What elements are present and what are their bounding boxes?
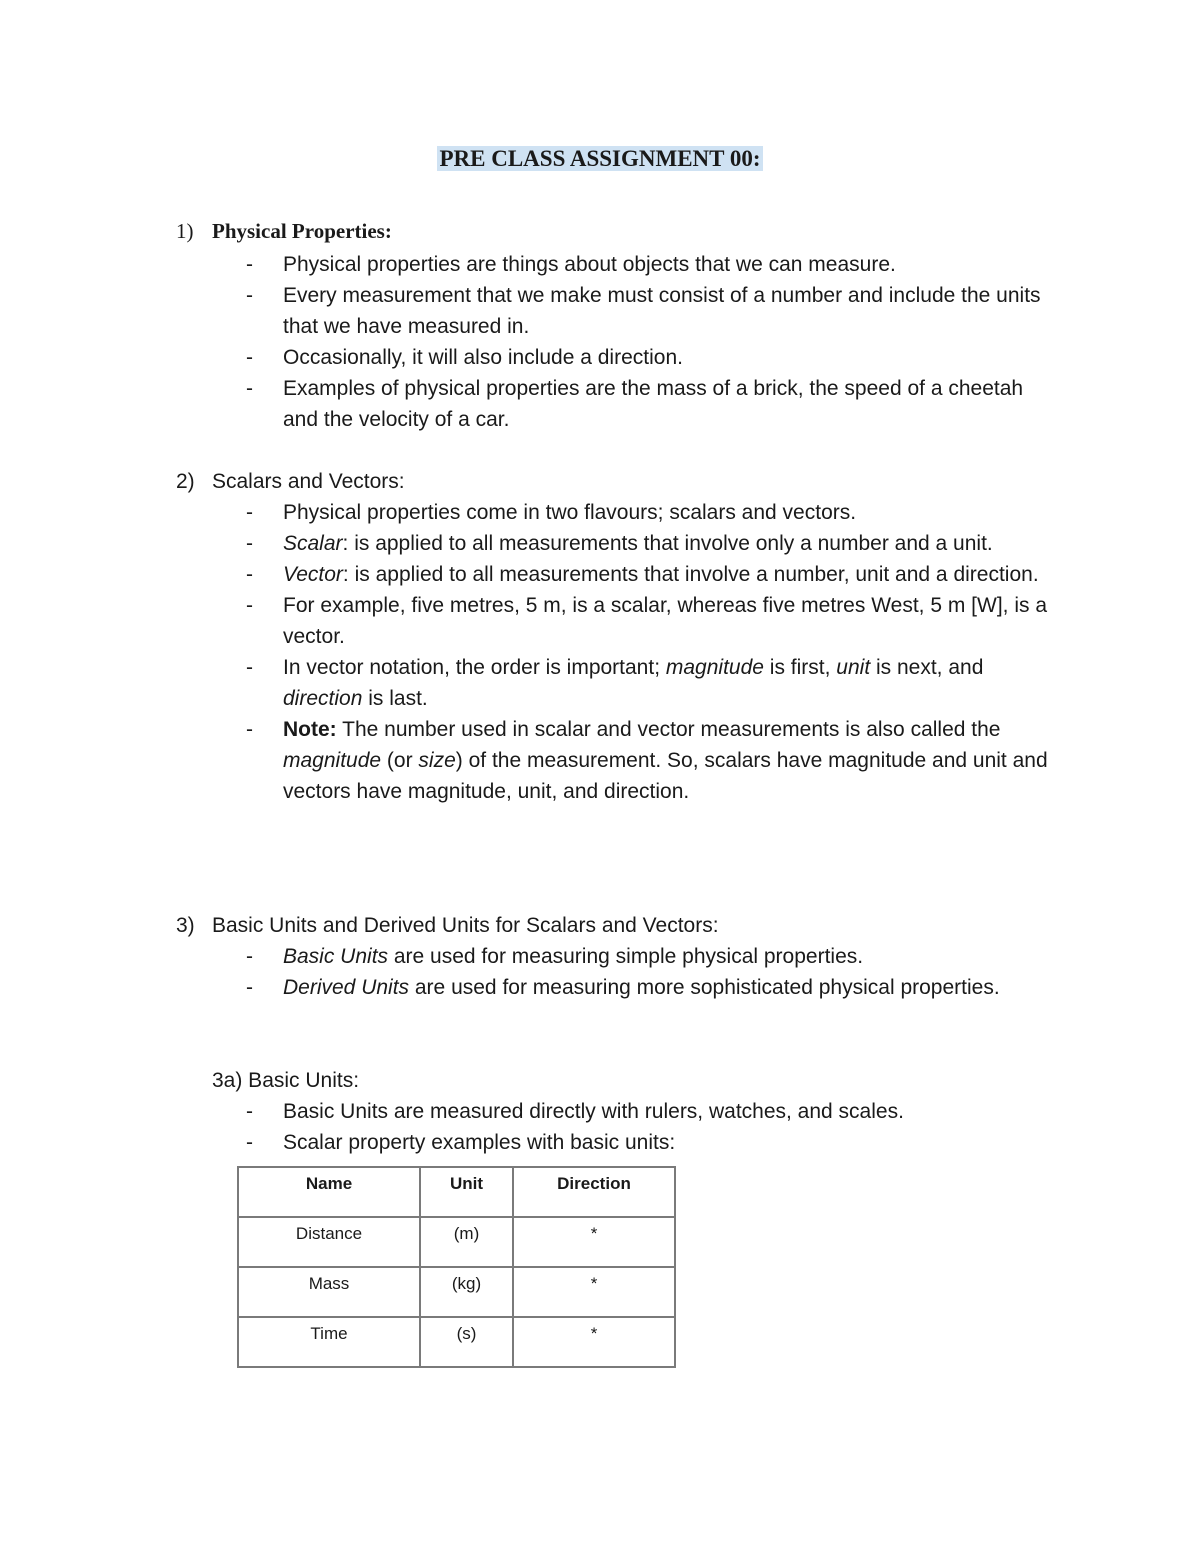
vector-term: Vector xyxy=(283,563,343,586)
section-3-number: 3) xyxy=(176,914,195,937)
table-cell: Distance xyxy=(238,1217,420,1267)
section-3-list xyxy=(246,941,1056,1003)
section-2-title: Scalars and Vectors: xyxy=(212,470,405,493)
column-header-name: Name xyxy=(238,1167,420,1217)
units-table xyxy=(237,1166,676,1368)
section-2-number: 2) xyxy=(176,470,195,493)
text-run: In vector notation, the order is important; xyxy=(283,656,666,679)
list-item-text: Physical properties come in two flavours; scalars and vectors. xyxy=(283,501,857,524)
list-item xyxy=(246,652,1056,714)
list-item xyxy=(246,559,1056,590)
column-header-direction: Direction xyxy=(513,1167,675,1217)
table-cell: * xyxy=(513,1217,675,1267)
note-label: Note: xyxy=(283,718,337,741)
direction-term: direction xyxy=(283,687,363,710)
table-row xyxy=(238,1217,675,1267)
list-item xyxy=(246,528,1056,559)
section-3-title: Basic Units and Derived Units for Scalars and Vectors: xyxy=(212,914,719,937)
list-item-text: are used for measuring more sophisticated physical properties. xyxy=(409,976,1000,999)
table-cell: * xyxy=(513,1317,675,1367)
list-item: - Examples of physical properties are the mass of a brick, the speed of a cheetah and the velocity of a car. xyxy=(246,373,1056,435)
list-item xyxy=(246,941,1056,972)
table-cell: (s) xyxy=(420,1317,513,1367)
text-run: is next, and xyxy=(870,656,984,679)
title-text: PRE CLASS ASSIGNMENT 00: xyxy=(439,146,761,171)
list-item: - Every measurement that we make must consist of a number and include the units that we have measured in. xyxy=(246,280,1056,342)
section-1-number: 1) xyxy=(176,219,194,243)
list-item xyxy=(246,497,1056,528)
text-run: The number used in scalar and vector measurements is also called the xyxy=(336,718,1001,741)
list-item: - Scalar property examples with basic units: xyxy=(246,1127,1056,1158)
magnitude-term: magnitude xyxy=(665,656,764,679)
subsection-3a-heading: 3a) Basic Units: xyxy=(212,1069,360,1092)
text-run: is first, xyxy=(763,656,837,679)
list-item: - Basic Units are measured directly with rulers, watches, and scales. xyxy=(246,1096,1056,1127)
list-item xyxy=(246,714,1056,807)
list-item: - Occasionally, it will also include a direction. xyxy=(246,342,1056,373)
list-item-text: : is applied to all measurements that involve only a number and a unit. xyxy=(342,532,993,555)
size-term: size xyxy=(418,749,456,772)
derived-units-term: Derived Units xyxy=(283,976,410,999)
text-run: ) of the measurement. So, scalars have magnitude and unit and vectors have magnitude, unit, and direction. xyxy=(283,749,1048,803)
subsection-3a-list xyxy=(246,1096,1056,1158)
list-item: - Physical properties are things about objects that we can measure. xyxy=(246,249,1056,280)
table-header-row xyxy=(238,1167,675,1217)
scalar-term: Scalar xyxy=(283,532,343,555)
text-run: (or xyxy=(381,749,419,772)
section-1-list xyxy=(246,249,1056,435)
basic-units-term: Basic Units xyxy=(283,945,389,968)
table-row xyxy=(238,1267,675,1317)
text-run: is last. xyxy=(362,687,428,710)
unit-term: unit xyxy=(836,656,871,679)
section-1-title: Physical Properties: xyxy=(212,219,392,243)
section-2-heading xyxy=(176,466,405,497)
page-title xyxy=(0,143,1200,175)
list-item-text: are used for measuring simple physical properties. xyxy=(388,945,864,968)
table-cell: (m) xyxy=(420,1217,513,1267)
table-row xyxy=(238,1317,675,1367)
table-cell: Mass xyxy=(238,1267,420,1317)
list-item-text: : is applied to all measurements that involve a number, unit and a direction. xyxy=(342,563,1039,586)
section-2-list xyxy=(246,497,1056,807)
list-item-text: For example, five metres, 5 m, is a scalar, whereas five metres West, 5 m [W], is a vector. xyxy=(283,594,1047,648)
list-item xyxy=(246,590,1056,652)
section-1-heading xyxy=(176,216,392,247)
table-cell: * xyxy=(513,1267,675,1317)
table-cell: Time xyxy=(238,1317,420,1367)
magnitude-term: magnitude xyxy=(283,749,382,772)
table-cell: (kg) xyxy=(420,1267,513,1317)
list-item xyxy=(246,972,1056,1003)
column-header-unit: Unit xyxy=(420,1167,513,1217)
section-3-heading xyxy=(176,910,719,941)
